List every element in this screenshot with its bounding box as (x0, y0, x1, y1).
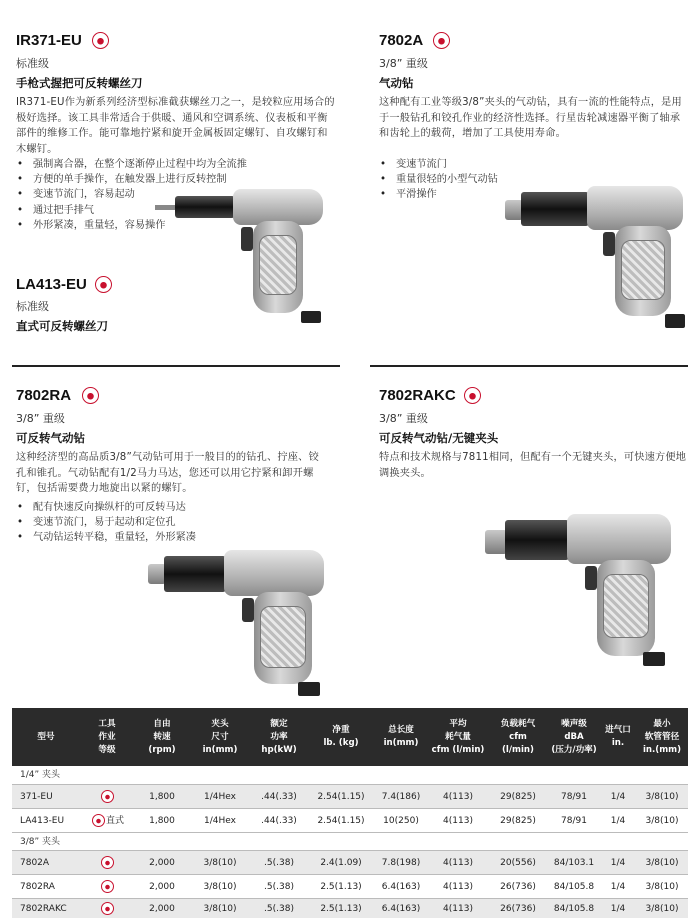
cell-hose: 3/8(10) (645, 882, 679, 892)
list-item: • 重量很轻的小型气动钻 (379, 172, 629, 187)
list-item: • 变速节流门，容易起动 (16, 187, 316, 202)
header-power: 额定 功率 hp(kW) (261, 718, 297, 755)
cell-length: 6.4(163) (381, 904, 421, 914)
list-item: • 平滑操作 (379, 187, 629, 202)
header-inlet: 进气口 in. (605, 725, 631, 748)
header-length: 总长度 in(mm) (383, 725, 419, 748)
table-row (12, 850, 688, 874)
7802ra-model: 7802RA (16, 387, 72, 404)
cell-chuck: 1/4Hex (204, 816, 236, 826)
7802rakc-tool-image (485, 512, 675, 672)
7802rakc-description: 特点和技术规格与7811相同，但配有一个无键夹头，可快速方便地调换夹头。 (379, 452, 687, 479)
cell-model: 7802A (20, 858, 50, 868)
cell-load-air: 26(736) (500, 882, 536, 892)
cell-hose: 3/8(10) (645, 792, 679, 802)
list-item: • 配有快速反向操纵杆的可反转马达 (16, 500, 316, 515)
cell-power: .5(.38) (264, 904, 294, 914)
7802ra-title: 可反转气动钻 (16, 431, 85, 445)
cell-inlet: 1/4 (610, 882, 626, 892)
cell-hose: 3/8(10) (645, 904, 679, 914)
cell-avg-air: 4(113) (443, 882, 473, 892)
7802ra-bullets (16, 500, 316, 546)
ir371-title: 手枪式握把可反转螺丝刀 (16, 76, 143, 90)
7802a-tool-image (505, 182, 685, 332)
list-item: • 变速节流门 (379, 157, 629, 172)
cell-speed: 1,800 (149, 792, 175, 802)
7802ra-description: 这种经济型的高品质3/8”气动钻可用于一般目的的钻孔、拧座、铰孔和锥孔。气动钻配有1/2马力马达，您还可以用它拧紧和卸开螺钉，包括需要费力地旋出以紧的螺钉。 (16, 452, 319, 494)
cell-power: .5(.38) (264, 882, 294, 892)
cell-chuck: 3/8(10) (203, 882, 237, 892)
cell-noise: 78/91 (561, 816, 587, 826)
7802a-title: 气动钻 (379, 76, 414, 90)
brand-logo-icon (101, 790, 114, 803)
brand-logo-icon (101, 856, 114, 869)
ir371-tool-image (155, 185, 330, 330)
7802a-grade: 3/8” 重级 (379, 57, 428, 70)
7802rakc-model: 7802RAKC (379, 387, 456, 404)
cell-speed: 1,800 (149, 816, 175, 826)
cell-inlet: 1/4 (610, 904, 626, 914)
section-label: 1/4” 夹头 (20, 770, 61, 780)
cell-length: 7.4(186) (381, 792, 421, 802)
cell-model: 7802RAKC (20, 904, 67, 914)
cell-noise: 84/105.8 (553, 904, 595, 914)
cell-weight: 2.5(1.13) (320, 882, 362, 892)
table-header (12, 708, 688, 766)
header-avg-air: 平均 耗气量 cfm (l/min) (431, 718, 485, 755)
cell-load-air: 20(556) (500, 858, 536, 868)
list-item: • 外形紧凑，重量轻，容易操作 (16, 218, 316, 233)
cell-noise: 84/105.8 (553, 882, 595, 892)
cell-power: .5(.38) (264, 858, 294, 868)
brand-logo-icon (433, 32, 450, 49)
cell-speed: 2,000 (149, 858, 175, 868)
brand-logo-icon (101, 880, 114, 893)
cell-noise: 84/103.1 (553, 858, 595, 868)
header-model: 型号 (37, 731, 55, 742)
cell-speed: 2,000 (149, 904, 175, 914)
header-grade: 工具 作业 等级 (98, 718, 116, 755)
header-load-air: 负载耗气 cfm (l/min) (500, 718, 536, 755)
7802ra-tool-image (148, 548, 328, 698)
cell-weight: 2.54(1.15) (317, 816, 365, 826)
ir371-model: IR371-EU (16, 32, 82, 49)
header-noise: 噪声级 dBA (压力/功率) (551, 718, 597, 755)
cell-avg-air: 4(113) (443, 816, 473, 826)
cell-weight: 2.4(1.09) (320, 858, 362, 868)
cell-length: 7.8(198) (381, 858, 421, 868)
header-hose: 最小 软管管径 in.(mm) (642, 718, 682, 755)
cell-noise: 78/91 (561, 792, 587, 802)
cell-inlet: 1/4 (610, 858, 626, 868)
list-item: • 强制离合器，在整个逐渐停止过程中均为全流推 (16, 157, 316, 172)
7802a-description: 这种配有工业等级3/8”夹头的气动钻，具有一流的性能特点，是用于一般钻孔和铰孔作业的经济性选择。行星齿轮减速器平衡了轴承和齿轮上的载荷，增加了工具使用寿命。 (379, 97, 682, 139)
table-row (12, 784, 688, 808)
ir371-grade: 标准级 (16, 57, 49, 70)
cell-weight: 2.5(1.13) (320, 904, 362, 914)
list-item: • 变速节流门，易于起动和定位孔 (16, 515, 316, 530)
brand-logo-icon (92, 32, 109, 49)
cell-model: 371-EU (20, 792, 53, 802)
cell-length: 6.4(163) (381, 882, 421, 892)
section-divider (370, 365, 688, 367)
ir371-description: IR371-EU作为新系列经济型标准截获螺丝刀之一，是较粒应用场合的极好选择。该工具非常适合于供暖、通风和空调系统、仪表板和平衡部件的维修工作。能可靠地拧紧和旋开金属板固定螺钉、自攻螺钉和木螺钉。 (16, 97, 335, 155)
table-row (12, 898, 688, 918)
brand-logo-icon (464, 387, 481, 404)
list-item: • 方便的单手操作，在触发器上进行反转控制 (16, 172, 316, 187)
cell-inlet: 1/4 (610, 792, 626, 802)
7802ra-grade: 3/8” 重级 (16, 412, 65, 425)
cell-avg-air: 4(113) (443, 792, 473, 802)
brand-logo-icon (101, 902, 114, 915)
cell-hose: 3/8(10) (645, 858, 679, 868)
cell-avg-air: 4(113) (443, 858, 473, 868)
cell-model: 7802RA (20, 882, 55, 892)
cell-inlet: 1/4 (610, 816, 626, 826)
table-row (12, 808, 688, 832)
cell-chuck: 1/4Hex (204, 792, 236, 802)
7802rakc-grade: 3/8” 重级 (379, 412, 428, 425)
cell-length: 10(250) (383, 816, 419, 826)
header-weight: 净重 lb. (kg) (323, 725, 359, 748)
cell-power: .44(.33) (261, 816, 297, 826)
brand-logo-icon (82, 387, 99, 404)
cell-chuck: 3/8(10) (203, 904, 237, 914)
cell-power: .44(.33) (261, 792, 297, 802)
cell-chuck: 3/8(10) (203, 858, 237, 868)
cell-avg-air: 4(113) (443, 904, 473, 914)
list-item: • 通过把手排气 (16, 203, 316, 218)
header-speed: 自由 转速 (rpm) (148, 718, 176, 755)
table-row (12, 874, 688, 898)
cell-load-air: 29(825) (500, 792, 536, 802)
7802a-model: 7802A (379, 32, 424, 49)
section-label: 3/8” 夹头 (12, 832, 688, 850)
cell-weight: 2.54(1.15) (317, 792, 365, 802)
cell-hose: 3/8(10) (645, 816, 679, 826)
list-item: • 气动钻运转平稳，重量轻，外形紧凑 (16, 530, 316, 545)
la413-title: 直式可反转螺丝刀 (16, 319, 108, 333)
section-divider (12, 365, 340, 367)
cell-model: LA413-EU (20, 816, 65, 826)
7802rakc-title: 可反转气动钻/无键夹头 (379, 431, 499, 445)
cell-speed: 2,000 (149, 882, 175, 892)
brand-logo-icon (95, 276, 112, 293)
cell-load-air: 26(736) (500, 904, 536, 914)
cell-load-air: 29(825) (500, 816, 536, 826)
la413-grade: 标准级 (16, 300, 49, 313)
cell-grade: 直式 (106, 816, 125, 826)
brand-logo-icon (92, 814, 105, 827)
la413-model: LA413-EU (16, 276, 87, 293)
header-chuck: 夹头 尺寸 in(mm) (202, 718, 238, 755)
